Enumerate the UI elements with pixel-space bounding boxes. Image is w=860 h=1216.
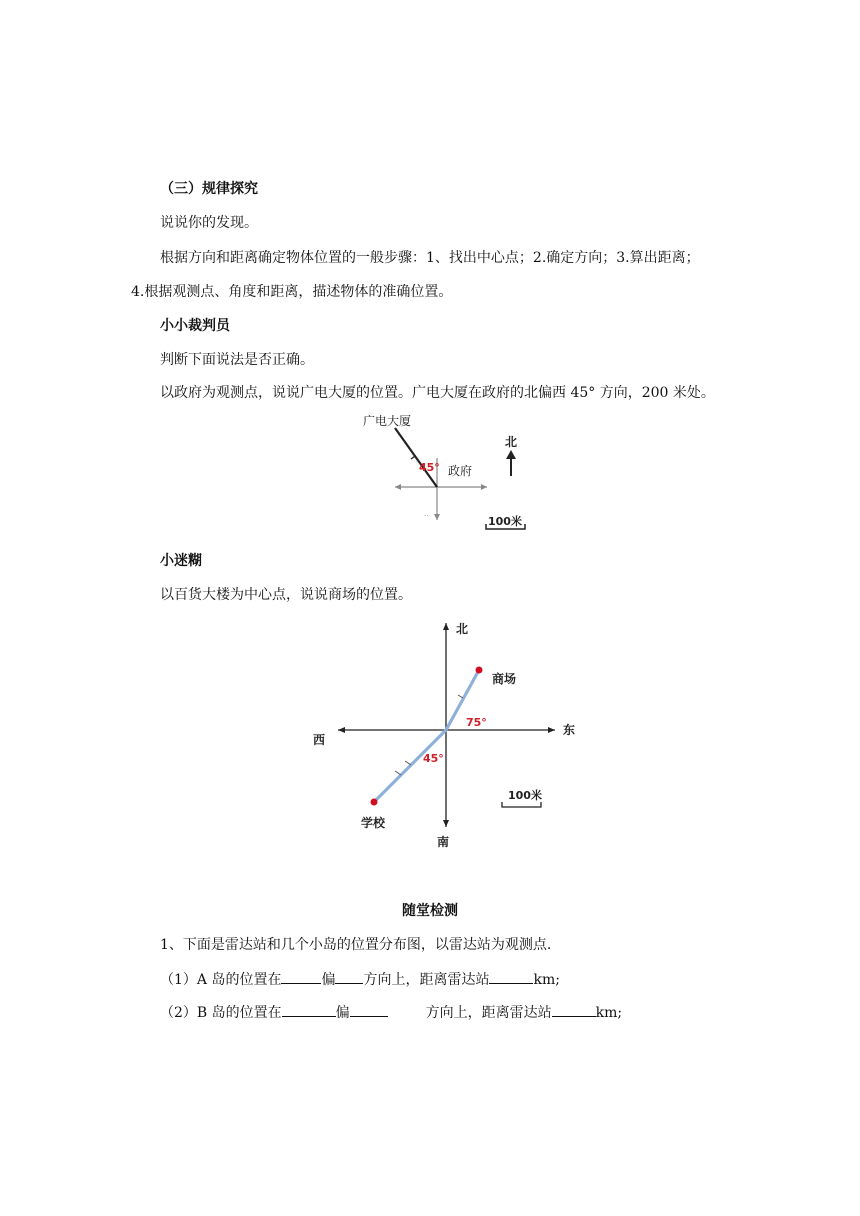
- label-south: 南: [437, 835, 450, 849]
- label-north-2: 北: [456, 622, 469, 636]
- steps-line-2: 4.根据观测点、角度和距离，描述物体的准确位置。: [131, 284, 453, 300]
- figure-department-store-diagram: [305, 615, 595, 855]
- puzzle-heading: 小迷糊: [160, 553, 202, 569]
- point-mall: [476, 667, 483, 674]
- blank-a-direction-2[interactable]: [335, 969, 363, 984]
- quiz-a-text-2: 偏: [321, 972, 336, 988]
- quiz-item-b: [160, 1002, 622, 1023]
- blank-a-distance[interactable]: [489, 969, 533, 984]
- svg-text:..: ..: [424, 510, 429, 518]
- prompt-discover: 说说你的发现。: [160, 215, 258, 231]
- label-scale-2: 100米: [508, 789, 542, 802]
- judge-prompt: 判断下面说法是否正确。: [160, 352, 314, 368]
- quiz-a-text-1: （1）A 岛的位置在: [160, 972, 282, 988]
- quiz-b-text-2: 偏: [335, 1005, 350, 1021]
- label-scale-1: 100米: [488, 515, 522, 528]
- arrow-west-2: [338, 727, 345, 733]
- quiz-b-text-1: （2）B 岛的位置在: [160, 1005, 282, 1021]
- label-north-1: 北: [505, 435, 518, 449]
- label-angle-75: 75°: [466, 716, 487, 729]
- tick-school-2: [395, 771, 401, 775]
- tick-mark: [411, 456, 415, 459]
- quiz-a-text-4: km;: [533, 972, 560, 988]
- label-building: 广电大厦: [363, 414, 412, 428]
- arrow-south-2: [443, 820, 449, 827]
- tick-mall: [458, 695, 463, 698]
- quiz-item-a: [160, 969, 560, 990]
- quiz-a-text-3: 方向上，距离雷达站: [363, 972, 490, 988]
- judge-heading: 小小裁判员: [160, 318, 230, 334]
- steps-line-1: 根据方向和距离确定物体位置的一般步骤：1、找出中心点；2.确定方向；3.算出距离；: [160, 250, 700, 266]
- label-west: 西: [313, 733, 326, 747]
- label-government: 政府: [448, 464, 473, 478]
- quiz-title: 随堂检测: [402, 903, 458, 919]
- blank-b-direction-1[interactable]: [282, 1002, 336, 1017]
- point-school: [371, 799, 378, 806]
- label-mall: 商场: [492, 672, 517, 686]
- quiz-question-1: 1、下面是雷达站和几个小岛的位置分布图，以雷达站为观测点.: [160, 937, 552, 953]
- arrow-west: [395, 484, 401, 490]
- label-school: 学校: [361, 816, 386, 830]
- direction-line: [395, 428, 437, 487]
- tick-school-1: [405, 761, 411, 765]
- label-east: 东: [563, 723, 576, 737]
- blank-b-direction-2[interactable]: [350, 1002, 388, 1017]
- arrow-east: [481, 484, 487, 490]
- north-arrow-icon: [506, 450, 516, 459]
- figure-government-diagram: [355, 408, 545, 536]
- line-to-school: [374, 730, 446, 802]
- puzzle-prompt: 以百货大楼为中心点，说说商场的位置。: [160, 587, 412, 603]
- judge-statement: 以政府为观测点，说说广电大厦的位置。广电大厦在政府的北偏西 45° 方向，200 米处。: [160, 385, 715, 401]
- scale-bar-2: [502, 802, 541, 807]
- section-heading: （三）规律探究: [160, 181, 258, 197]
- quiz-b-text-4: km;: [595, 1005, 623, 1021]
- arrow-east-2: [548, 727, 555, 733]
- label-angle-45: 45°: [419, 461, 440, 474]
- blank-b-distance[interactable]: [552, 1002, 596, 1017]
- arrow-south: [434, 514, 440, 520]
- blank-a-direction-1[interactable]: [281, 969, 321, 984]
- arrow-north-2: [443, 623, 449, 630]
- quiz-b-text-3: 方向上，距离雷达站: [425, 1005, 552, 1021]
- label-angle-45-2: 45°: [423, 752, 444, 765]
